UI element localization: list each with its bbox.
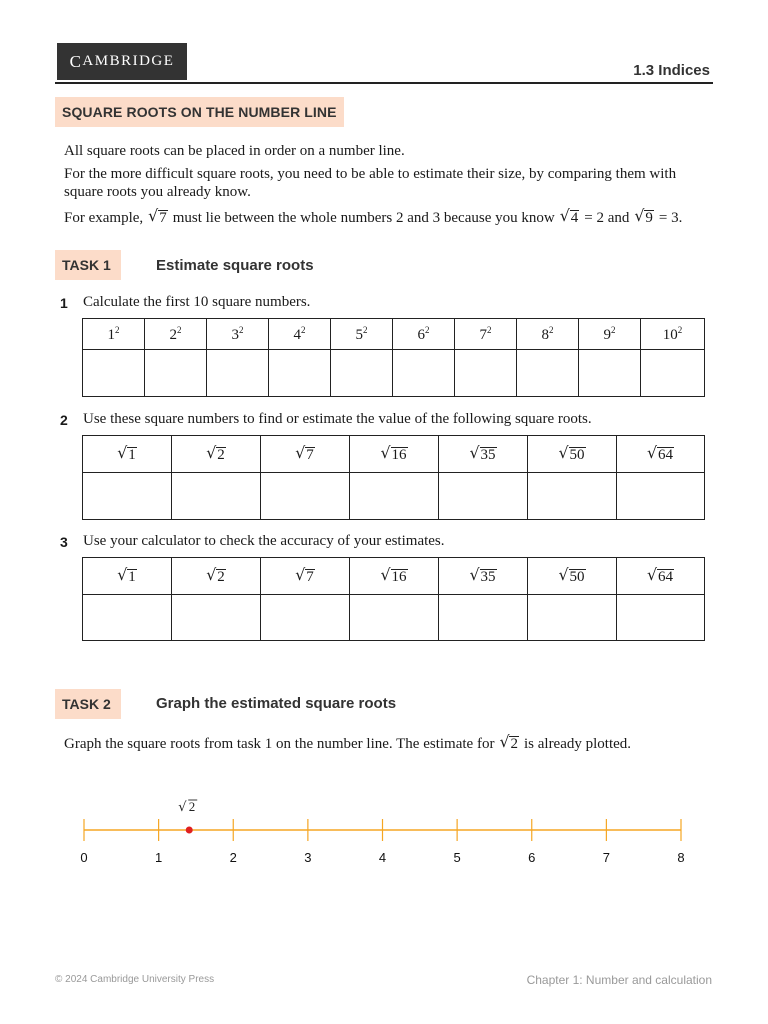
header-divider	[55, 82, 713, 84]
example-text-a: For example,	[64, 209, 144, 226]
table-header-cell: √ 35	[439, 436, 528, 473]
radicand: 9	[645, 210, 653, 226]
answer-cell[interactable]	[145, 350, 207, 397]
example-text-b: must lie between the whole numbers 2 and 3 because you know	[172, 209, 555, 226]
table-header-row	[83, 319, 705, 350]
tick-label: 1	[155, 850, 163, 865]
square-numbers-table	[82, 318, 705, 397]
table-header-cell: √ 16	[350, 436, 439, 473]
table-header-cell: $9^2$	[579, 319, 641, 350]
cambridge-logo	[57, 43, 187, 80]
answer-cell[interactable]	[269, 350, 331, 397]
sqrt-2-inline: √ 2	[499, 732, 518, 752]
number-line-ticks	[80, 819, 684, 865]
task-2-title: Graph the estimated square roots	[156, 695, 397, 712]
logo-initial: C	[69, 51, 83, 71]
logo-rest: AMBRIDGE	[82, 53, 175, 69]
answer-cell[interactable]	[331, 350, 393, 397]
table-header-cell: $5^2$	[331, 319, 393, 350]
question-1-number: 1	[60, 295, 68, 311]
answer-cell[interactable]	[83, 595, 172, 641]
sqrt-sign: √	[178, 800, 187, 815]
question-2-text: Use these square numbers to find or estimate the value of the following square roots.	[83, 411, 592, 427]
answer-cell[interactable]	[350, 473, 439, 520]
task-1-label: TASK 1	[55, 250, 121, 280]
radicand: 7	[159, 210, 167, 226]
tick-label: 4	[378, 850, 387, 865]
table-header-cell: $10^2$	[641, 319, 705, 350]
sqrt-9-inline: √ 9	[634, 206, 653, 226]
table-header-cell: $8^2$	[517, 319, 579, 350]
table-header-cell: $3^2$	[207, 319, 269, 350]
answer-cell[interactable]	[350, 595, 439, 641]
task-2-label: TASK 2	[55, 689, 121, 719]
sqrt-4-inline: √ 4	[559, 206, 579, 226]
chapter-footer: Chapter 1: Number and calculation	[526, 973, 712, 987]
answer-cell[interactable]	[528, 473, 617, 520]
section-heading: 1.3 Indices	[633, 62, 710, 79]
copyright-footer: © 2024 Cambridge University Press	[55, 974, 215, 985]
question-1-text: Calculate the first 10 square numbers.	[83, 294, 311, 310]
table-header-cell: $1^2$	[83, 319, 145, 350]
answer-cell[interactable]	[172, 473, 261, 520]
intro-paragraph-1: All square roots can be placed in order on a number line.	[64, 143, 405, 159]
answer-cell[interactable]	[455, 350, 517, 397]
calculator-check-table	[82, 557, 705, 641]
answer-cell[interactable]	[207, 350, 269, 397]
answer-cell[interactable]	[439, 473, 528, 520]
answer-cell[interactable]	[393, 350, 455, 397]
tick-label: 6	[528, 850, 536, 865]
answer-cell[interactable]	[83, 473, 172, 520]
table-header-cell: $4^2$	[269, 319, 331, 350]
instruction-text-b: is already plotted.	[523, 735, 632, 752]
answer-cell[interactable]	[261, 595, 350, 641]
radicand: 2	[510, 736, 518, 752]
radicand: 4	[570, 210, 579, 226]
instruction-text-a: Graph the square roots from task 1 on the number line. The estimate for	[64, 735, 495, 752]
table-header-cell: $2^2$	[145, 319, 207, 350]
table-header-cell: √ 50	[528, 436, 617, 473]
table-header-cell: √ 2	[172, 558, 261, 595]
number-line[interactable]	[0, 780, 768, 880]
tick-label: 7	[602, 850, 610, 865]
answer-cell[interactable]	[528, 595, 617, 641]
answer-cell[interactable]	[617, 473, 705, 520]
table-header-cell: √ 1	[83, 558, 172, 595]
table-header-cell: √ 50	[528, 558, 617, 595]
tick-label: 8	[677, 850, 685, 865]
table-header-cell: √ 16	[350, 558, 439, 595]
table-header-row	[83, 436, 705, 473]
tick-label: 0	[80, 850, 88, 865]
table-header-cell: √ 1	[83, 436, 172, 473]
example-text-d: = 3.	[658, 209, 683, 226]
table-header-cell: √ 7	[261, 436, 350, 473]
tick-label: 2	[229, 850, 237, 865]
answer-cell[interactable]	[617, 595, 705, 641]
answer-cell[interactable]	[439, 595, 528, 641]
table-header-cell: √ 7	[261, 558, 350, 595]
table-header-cell: $6^2$	[393, 319, 455, 350]
plotted-point-radicand: 2	[188, 799, 196, 814]
table-header-row	[83, 558, 705, 595]
example-text-c: = 2 and	[584, 209, 630, 226]
question-2-number: 2	[60, 412, 68, 428]
intro-paragraph-2: For the more difficult square roots, you need to be able to estimate their size, by comparing them with square roots you already know.	[64, 166, 677, 200]
answer-cell[interactable]	[83, 350, 145, 397]
intro-paragraph-3	[64, 208, 712, 227]
question-3-number: 3	[60, 534, 68, 550]
answer-cell[interactable]	[172, 595, 261, 641]
answer-cell[interactable]	[517, 350, 579, 397]
answer-row	[83, 350, 705, 397]
sqrt-7-inline: √ 7	[148, 206, 167, 226]
task-1-title: Estimate square roots	[156, 257, 314, 274]
estimate-roots-table	[82, 435, 705, 520]
question-3-text: Use your calculator to check the accuracy of your estimates.	[83, 533, 445, 549]
tick-label: 3	[304, 850, 312, 865]
table-header-cell: $7^2$	[455, 319, 517, 350]
table-header-cell: √ 35	[439, 558, 528, 595]
plotted-point	[186, 827, 193, 834]
answer-cell[interactable]	[641, 350, 705, 397]
answer-cell[interactable]	[261, 473, 350, 520]
table-header-cell: √ 64	[617, 558, 705, 595]
tick-label: 5	[453, 850, 461, 865]
answer-row	[83, 473, 705, 520]
intro-banner: SQUARE ROOTS ON THE NUMBER LINE	[55, 97, 344, 127]
plotted-point-label	[178, 799, 197, 815]
answer-cell[interactable]	[579, 350, 641, 397]
table-header-cell: √ 2	[172, 436, 261, 473]
table-header-cell: √ 64	[617, 436, 705, 473]
answer-row	[83, 595, 705, 641]
task-2-instructions	[64, 734, 712, 753]
